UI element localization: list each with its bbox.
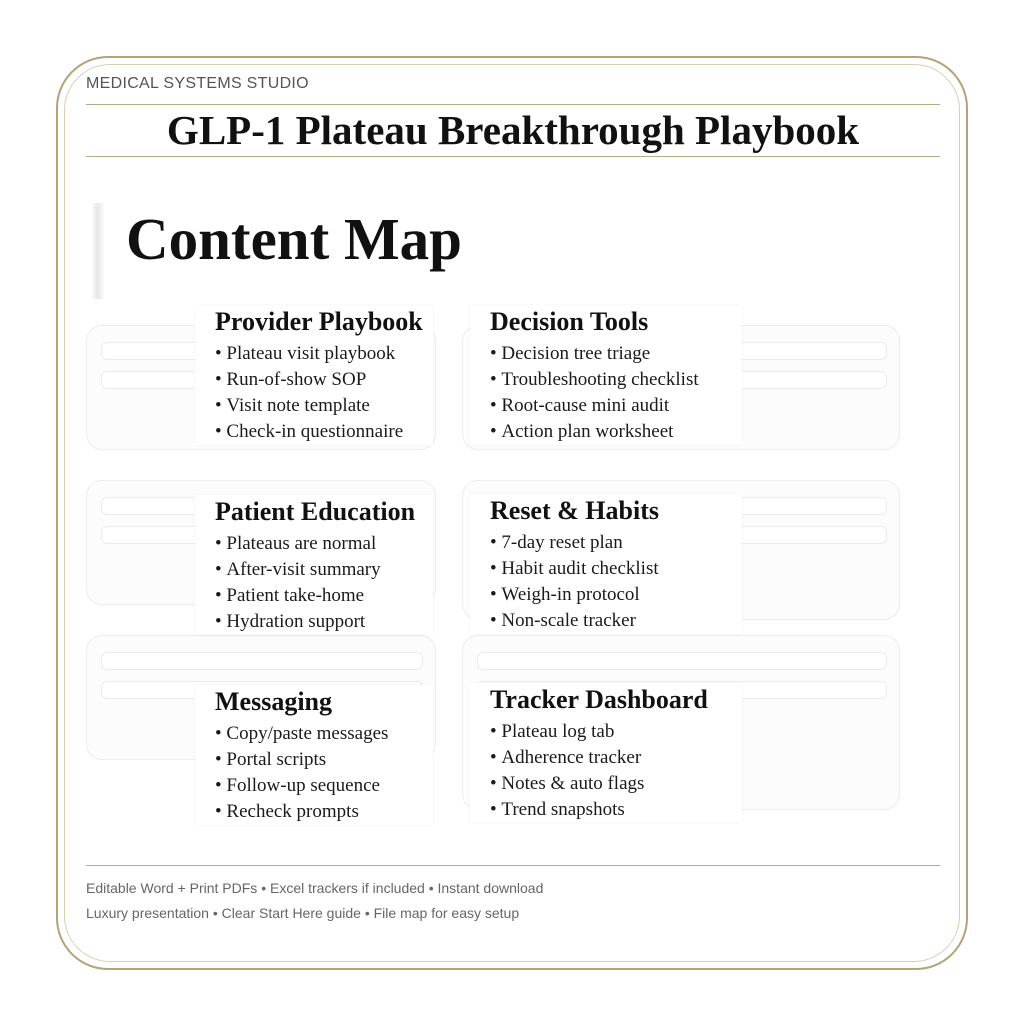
footer-rule bbox=[86, 865, 940, 866]
page-title: GLP-1 Plateau Breakthrough Playbook bbox=[166, 107, 860, 153]
card-list bbox=[490, 341, 699, 445]
list-item: • Plateaus are normal bbox=[215, 531, 381, 557]
list-item: • Notes & auto flags bbox=[490, 771, 644, 797]
footer-presentation: Luxury presentation • Clear Start Here guide • File map for easy setup bbox=[86, 905, 520, 921]
card-title: Decision Tools bbox=[490, 307, 649, 336]
top-rule bbox=[86, 104, 940, 105]
card-list bbox=[215, 531, 381, 635]
list-item: • Habit audit checklist bbox=[490, 556, 659, 582]
section-accent-bar bbox=[91, 203, 105, 299]
list-item: • Action plan worksheet bbox=[490, 419, 699, 445]
section-card-reset-habits bbox=[470, 494, 742, 634]
list-item: • Visit note template bbox=[215, 393, 403, 419]
section-card-provider-playbook bbox=[195, 305, 433, 445]
list-item: • Root-cause mini audit bbox=[490, 393, 699, 419]
brand-label: MEDICAL SYSTEMS STUDIO bbox=[86, 75, 309, 92]
list-item: • Troubleshooting checklist bbox=[490, 367, 699, 393]
card-list bbox=[490, 719, 644, 823]
list-item: • 7-day reset plan bbox=[490, 530, 659, 556]
list-item: • Portal scripts bbox=[215, 747, 388, 773]
list-item: • Adherence tracker bbox=[490, 745, 644, 771]
list-item: • Follow-up sequence bbox=[215, 773, 388, 799]
section-card-messaging bbox=[195, 685, 433, 825]
card-title: Provider Playbook bbox=[215, 307, 423, 336]
list-item: • Trend snapshots bbox=[490, 797, 644, 823]
list-item: • Plateau visit playbook bbox=[215, 341, 403, 367]
section-title: Content Map bbox=[126, 206, 462, 272]
list-item: • After-visit summary bbox=[215, 557, 381, 583]
footer-features: Editable Word + Print PDFs • Excel trackers if included • Instant download bbox=[86, 880, 544, 896]
card-list bbox=[215, 721, 388, 825]
list-item: • Patient take-home bbox=[215, 583, 381, 609]
list-item: • Check-in questionnaire bbox=[215, 419, 403, 445]
section-card-patient-education bbox=[195, 495, 433, 635]
card-list bbox=[215, 341, 403, 445]
title-rule bbox=[86, 156, 940, 157]
card-title: Messaging bbox=[215, 687, 332, 716]
section-card-tracker-dashboard bbox=[470, 683, 742, 823]
list-item: • Hydration support bbox=[215, 609, 381, 635]
list-item: • Run-of-show SOP bbox=[215, 367, 403, 393]
card-list bbox=[490, 530, 659, 634]
list-item: • Copy/paste messages bbox=[215, 721, 388, 747]
card-title: Patient Education bbox=[215, 497, 416, 526]
card-title: Reset & Habits bbox=[490, 496, 659, 525]
list-item: • Decision tree triage bbox=[490, 341, 699, 367]
section-card-decision-tools bbox=[470, 305, 742, 445]
card-title: Tracker Dashboard bbox=[490, 685, 708, 714]
list-item: • Non-scale tracker bbox=[490, 608, 659, 634]
list-item: • Plateau log tab bbox=[490, 719, 644, 745]
list-item: • Recheck prompts bbox=[215, 799, 388, 825]
list-item: • Weigh-in protocol bbox=[490, 582, 659, 608]
